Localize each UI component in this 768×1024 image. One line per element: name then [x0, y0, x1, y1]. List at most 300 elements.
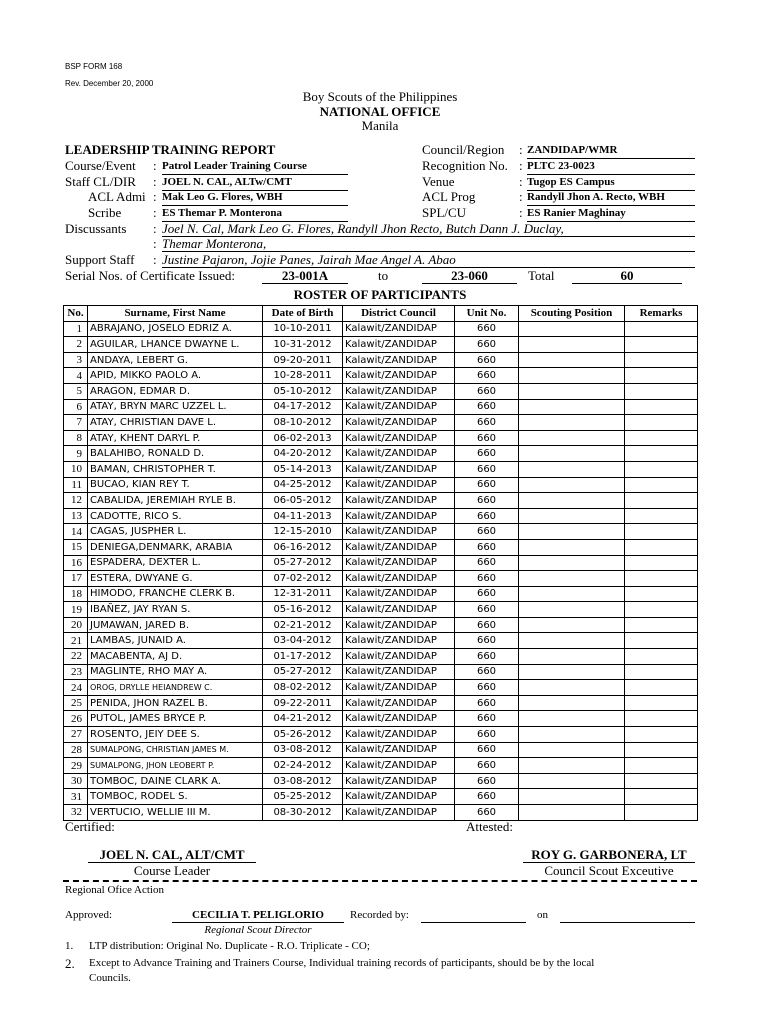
acl-prog-label: ACL Prog [422, 189, 476, 204]
scouting-position [519, 711, 625, 727]
district-council: Kalawit/ZANDIDAP [343, 805, 455, 821]
staff-value: JOEL N. CAL, ALTw/CMT [162, 176, 348, 191]
table-row [64, 617, 698, 633]
colon: : [519, 174, 523, 189]
scribe-value: ES Themar P. Monterona [162, 207, 348, 222]
total-value: 60 [572, 268, 682, 284]
participant-name: BUCAO, KIAN REY T. [88, 477, 263, 493]
date-of-birth: 04-20-2012 [263, 446, 343, 462]
district-council: Kalawit/ZANDIDAP [343, 789, 455, 805]
participant-name: LAMBAS, JUNAID A. [88, 633, 263, 649]
note-1-text: LTP distribution: Original No. Duplicate - R.O. Triplicate - CO; [89, 940, 370, 952]
district-council: Kalawit/ZANDIDAP [343, 539, 455, 555]
row-number: 3 [64, 352, 88, 368]
row-number: 31 [64, 789, 88, 805]
district-council: Kalawit/ZANDIDAP [343, 446, 455, 462]
participant-name: APID, MIKKO PAOLO A. [88, 368, 263, 384]
date-of-birth: 05-14-2013 [263, 461, 343, 477]
row-number: 21 [64, 633, 88, 649]
recorded-label: Recorded by: [350, 909, 409, 921]
participant-name: ATAY, BRYN MARC UZZEL L. [88, 399, 263, 415]
scouting-position [519, 758, 625, 774]
district-council: Kalawit/ZANDIDAP [343, 633, 455, 649]
total-label: Total [528, 268, 555, 283]
participant-name: TOMBOC, RODEL S. [88, 789, 263, 805]
remarks [625, 727, 698, 743]
scouting-position [519, 446, 625, 462]
remarks [625, 321, 698, 337]
row-number: 9 [64, 446, 88, 462]
scouting-position [519, 555, 625, 571]
row-number: 10 [64, 461, 88, 477]
recorded-date-line [560, 909, 695, 923]
form-revision: Rev. December 20, 2000 [65, 79, 154, 88]
remarks [625, 461, 698, 477]
scouting-position [519, 539, 625, 555]
district-council: Kalawit/ZANDIDAP [343, 321, 455, 337]
on-label: on [537, 909, 548, 921]
unit-number: 660 [455, 368, 519, 384]
remarks [625, 758, 698, 774]
remarks [625, 742, 698, 758]
row-number: 8 [64, 430, 88, 446]
scouting-position [519, 586, 625, 602]
date-of-birth: 10-31-2012 [263, 337, 343, 353]
table-row [64, 805, 698, 821]
unit-number: 660 [455, 446, 519, 462]
colon: : [153, 221, 157, 236]
row-number: 1 [64, 321, 88, 337]
table-row [64, 352, 698, 368]
colon: : [153, 236, 157, 251]
row-number: 15 [64, 539, 88, 555]
unit-number: 660 [455, 773, 519, 789]
support-value: Justine Pajaron, Jojie Panes, Jairah Mae Angel A. Abao [162, 252, 695, 268]
scouting-position [519, 383, 625, 399]
col-header-district: District Council [343, 306, 455, 322]
participant-name: ABRAJANO, JOSELO EDRIZ A. [88, 321, 263, 337]
support-label: Support Staff [65, 252, 135, 267]
note-2-text-cont: Councils. [89, 972, 131, 984]
note-1-number: 1. [65, 940, 74, 952]
district-council: Kalawit/ZANDIDAP [343, 664, 455, 680]
colon: : [519, 158, 523, 173]
remarks [625, 524, 698, 540]
date-of-birth: 03-08-2012 [263, 773, 343, 789]
col-header-unit: Unit No. [455, 306, 519, 322]
roster-body [64, 321, 698, 820]
table-row [64, 321, 698, 337]
district-council: Kalawit/ZANDIDAP [343, 727, 455, 743]
note-2-text: Except to Advance Training and Trainers Course, Individual training records of participants, should be by the local [89, 957, 595, 969]
date-of-birth: 10-28-2011 [263, 368, 343, 384]
scouting-position [519, 789, 625, 805]
district-council: Kalawit/ZANDIDAP [343, 415, 455, 431]
date-of-birth: 02-24-2012 [263, 758, 343, 774]
district-council: Kalawit/ZANDIDAP [343, 477, 455, 493]
acl-admin-label: ACL Admi [88, 189, 146, 204]
scouting-position [519, 415, 625, 431]
scouting-position [519, 571, 625, 587]
scouting-position [519, 773, 625, 789]
scouting-position [519, 368, 625, 384]
participant-name: OROG, DRYLLE HEIANDREW C. [88, 680, 263, 696]
participant-name: TOMBOC, DAINE CLARK A. [88, 773, 263, 789]
remarks [625, 430, 698, 446]
row-number: 32 [64, 805, 88, 821]
scouting-position [519, 617, 625, 633]
date-of-birth: 04-11-2013 [263, 508, 343, 524]
date-of-birth: 09-22-2011 [263, 695, 343, 711]
row-number: 23 [64, 664, 88, 680]
remarks [625, 773, 698, 789]
org-name: Boy Scouts of the Philippines [302, 89, 458, 104]
scouting-position [519, 649, 625, 665]
table-row [64, 571, 698, 587]
staff-label: Staff CL/DIR [65, 174, 136, 189]
remarks [625, 383, 698, 399]
district-council: Kalawit/ZANDIDAP [343, 368, 455, 384]
serial-to-label: to [378, 268, 389, 283]
scouting-position [519, 337, 625, 353]
participant-name: VERTUCIO, WELLIE III M. [88, 805, 263, 821]
unit-number: 660 [455, 586, 519, 602]
council-label: Council/Region [422, 142, 505, 157]
district-council: Kalawit/ZANDIDAP [343, 617, 455, 633]
venue-value: Tugop ES Campus [527, 176, 695, 191]
unit-number: 660 [455, 352, 519, 368]
scouting-position [519, 695, 625, 711]
date-of-birth: 01-17-2012 [263, 649, 343, 665]
unit-number: 660 [455, 477, 519, 493]
roster-header-row [64, 306, 698, 322]
table-row [64, 586, 698, 602]
scouting-position [519, 727, 625, 743]
scouting-position [519, 321, 625, 337]
director-title: Regional Scout Director [204, 924, 312, 936]
date-of-birth: 12-15-2010 [263, 524, 343, 540]
district-council: Kalawit/ZANDIDAP [343, 758, 455, 774]
note-2-number: 2. [65, 956, 75, 971]
row-number: 2 [64, 337, 88, 353]
table-row [64, 430, 698, 446]
remarks [625, 555, 698, 571]
unit-number: 660 [455, 508, 519, 524]
participant-name: DENIEGA,DENMARK, ARABIA [88, 539, 263, 555]
remarks [625, 789, 698, 805]
date-of-birth: 05-25-2012 [263, 789, 343, 805]
remarks [625, 664, 698, 680]
unit-number: 660 [455, 383, 519, 399]
course-leader-title: Course Leader [133, 863, 211, 878]
district-council: Kalawit/ZANDIDAP [343, 399, 455, 415]
remarks [625, 805, 698, 821]
colon: : [519, 142, 523, 157]
scouting-position [519, 461, 625, 477]
col-header-position: Scouting Position [519, 306, 625, 322]
remarks [625, 617, 698, 633]
district-council: Kalawit/ZANDIDAP [343, 337, 455, 353]
participant-name: PUTOL, JAMES BRYCE P. [88, 711, 263, 727]
participant-name: ANDAYA, LEBERT G. [88, 352, 263, 368]
date-of-birth: 05-26-2012 [263, 727, 343, 743]
recorded-by-line [421, 909, 526, 923]
district-council: Kalawit/ZANDIDAP [343, 524, 455, 540]
remarks [625, 602, 698, 618]
date-of-birth: 03-04-2012 [263, 633, 343, 649]
remarks [625, 352, 698, 368]
serial-to: 23-060 [422, 268, 517, 284]
table-row [64, 555, 698, 571]
unit-number: 660 [455, 399, 519, 415]
unit-number: 660 [455, 493, 519, 509]
scouting-position [519, 680, 625, 696]
scribe-label: Scribe [88, 205, 122, 220]
participant-name: ROSENTO, JEIY DEE S. [88, 727, 263, 743]
district-council: Kalawit/ZANDIDAP [343, 586, 455, 602]
table-row [64, 524, 698, 540]
date-of-birth: 08-30-2012 [263, 805, 343, 821]
participant-name: IBAÑEZ, JAY RYAN S. [88, 602, 263, 618]
unit-number: 660 [455, 571, 519, 587]
participant-name: PENIDA, JHON RAZEL B. [88, 695, 263, 711]
district-council: Kalawit/ZANDIDAP [343, 430, 455, 446]
table-row [64, 742, 698, 758]
row-number: 20 [64, 617, 88, 633]
remarks [625, 711, 698, 727]
serial-label: Serial Nos. of Certificate Issued: [65, 268, 236, 283]
table-row [64, 368, 698, 384]
table-row [64, 680, 698, 696]
remarks [625, 508, 698, 524]
scouting-position [519, 477, 625, 493]
participant-name: ESPADERA, DEXTER L. [88, 555, 263, 571]
district-council: Kalawit/ZANDIDAP [343, 695, 455, 711]
colon: : [153, 205, 157, 220]
course-leader-name: JOEL N. CAL, ALT/CMT [88, 847, 256, 863]
scouting-position [519, 524, 625, 540]
unit-number: 660 [455, 742, 519, 758]
district-council: Kalawit/ZANDIDAP [343, 352, 455, 368]
table-row [64, 649, 698, 665]
remarks [625, 415, 698, 431]
district-council: Kalawit/ZANDIDAP [343, 383, 455, 399]
colon: : [519, 189, 523, 204]
table-row [64, 461, 698, 477]
unit-number: 660 [455, 539, 519, 555]
date-of-birth: 08-02-2012 [263, 680, 343, 696]
date-of-birth: 04-17-2012 [263, 399, 343, 415]
date-of-birth: 03-08-2012 [263, 742, 343, 758]
recognition-label: Recognition No. [422, 158, 508, 173]
regional-heading: Regional Ofice Action [65, 884, 164, 896]
date-of-birth: 09-20-2011 [263, 352, 343, 368]
row-number: 17 [64, 571, 88, 587]
council-value: ZANDIDAP/WMR [527, 144, 695, 159]
table-row [64, 477, 698, 493]
row-number: 11 [64, 477, 88, 493]
date-of-birth: 05-16-2012 [263, 602, 343, 618]
report-title: LEADERSHIP TRAINING REPORT [65, 142, 276, 157]
remarks [625, 539, 698, 555]
form-number: BSP FORM 168 [65, 62, 123, 71]
district-council: Kalawit/ZANDIDAP [343, 649, 455, 665]
spl-value: ES Ranier Maghinay [527, 207, 695, 222]
serial-from: 23-001A [262, 268, 348, 284]
scouting-position [519, 508, 625, 524]
row-number: 28 [64, 742, 88, 758]
date-of-birth: 07-02-2012 [263, 571, 343, 587]
row-number: 25 [64, 695, 88, 711]
participant-name: SUMALPONG, JHON LEOBERT P. [88, 758, 263, 774]
unit-number: 660 [455, 461, 519, 477]
roster-table [63, 305, 698, 821]
row-number: 6 [64, 399, 88, 415]
row-number: 24 [64, 680, 88, 696]
participant-name: BAMAN, CHRISTOPHER T. [88, 461, 263, 477]
participant-name: CAGAS, JUSPHER L. [88, 524, 263, 540]
course-label: Course/Event [65, 158, 136, 173]
scouting-position [519, 352, 625, 368]
unit-number: 660 [455, 727, 519, 743]
unit-number: 660 [455, 649, 519, 665]
unit-number: 660 [455, 524, 519, 540]
dashed-divider [63, 880, 697, 882]
row-number: 7 [64, 415, 88, 431]
table-row [64, 493, 698, 509]
unit-number: 660 [455, 805, 519, 821]
unit-number: 660 [455, 555, 519, 571]
table-row [64, 539, 698, 555]
row-number: 26 [64, 711, 88, 727]
scouting-position [519, 742, 625, 758]
district-council: Kalawit/ZANDIDAP [343, 602, 455, 618]
district-council: Kalawit/ZANDIDAP [343, 773, 455, 789]
table-row [64, 415, 698, 431]
date-of-birth: 12-31-2011 [263, 586, 343, 602]
district-council: Kalawit/ZANDIDAP [343, 571, 455, 587]
office-city: Manila [361, 118, 399, 133]
table-row [64, 602, 698, 618]
unit-number: 660 [455, 602, 519, 618]
director-name: CECILIA T. PELIGLORIO [172, 909, 344, 923]
row-number: 22 [64, 649, 88, 665]
office-name: NATIONAL OFFICE [319, 104, 441, 119]
remarks [625, 493, 698, 509]
unit-number: 660 [455, 430, 519, 446]
table-row [64, 695, 698, 711]
date-of-birth: 08-10-2012 [263, 415, 343, 431]
row-number: 16 [64, 555, 88, 571]
district-council: Kalawit/ZANDIDAP [343, 680, 455, 696]
col-header-dob: Date of Birth [263, 306, 343, 322]
col-header-no: No. [64, 306, 88, 322]
scouting-position [519, 399, 625, 415]
unit-number: 660 [455, 789, 519, 805]
row-number: 30 [64, 773, 88, 789]
row-number: 14 [64, 524, 88, 540]
scouting-position [519, 493, 625, 509]
row-number: 27 [64, 727, 88, 743]
acl-prog-value: Randyll Jhon A. Recto, WBH [527, 191, 695, 206]
course-value: Patrol Leader Training Course [162, 160, 348, 175]
unit-number: 660 [455, 321, 519, 337]
scouting-position [519, 633, 625, 649]
table-row [64, 508, 698, 524]
district-council: Kalawit/ZANDIDAP [343, 461, 455, 477]
row-number: 5 [64, 383, 88, 399]
unit-number: 660 [455, 758, 519, 774]
district-council: Kalawit/ZANDIDAP [343, 493, 455, 509]
date-of-birth: 06-02-2013 [263, 430, 343, 446]
unit-number: 660 [455, 617, 519, 633]
participant-name: ATAY, CHRISTIAN DAVE L. [88, 415, 263, 431]
participant-name: ATAY, KHENT DARYL P. [88, 430, 263, 446]
participant-name: CABALIDA, JEREMIAH RYLE B. [88, 493, 263, 509]
colon: : [519, 205, 523, 220]
colon: : [153, 158, 157, 173]
participant-name: BALAHIBO, RONALD D. [88, 446, 263, 462]
date-of-birth: 04-25-2012 [263, 477, 343, 493]
date-of-birth: 06-05-2012 [263, 493, 343, 509]
unit-number: 660 [455, 680, 519, 696]
date-of-birth: 05-27-2012 [263, 555, 343, 571]
row-number: 13 [64, 508, 88, 524]
district-council: Kalawit/ZANDIDAP [343, 555, 455, 571]
participant-name: ESTERA, DWYANE G. [88, 571, 263, 587]
row-number: 18 [64, 586, 88, 602]
approved-label: Approved: [65, 909, 113, 921]
date-of-birth: 05-27-2012 [263, 664, 343, 680]
attested-label: Attested: [466, 819, 513, 834]
unit-number: 660 [455, 664, 519, 680]
unit-number: 660 [455, 633, 519, 649]
col-header-name: Surname, First Name [88, 306, 263, 322]
scouting-position [519, 602, 625, 618]
participant-name: MACABENTA, AJ D. [88, 649, 263, 665]
discussants-line-1: Joel N. Cal, Mark Leo G. Flores, Randyll Jhon Recto, Butch Dann J. Duclay, [162, 221, 695, 237]
discussants-line-2: Themar Monterona, [162, 236, 695, 252]
executive-title: Council Scout Exceutive [544, 863, 674, 878]
remarks [625, 649, 698, 665]
unit-number: 660 [455, 337, 519, 353]
recognition-value: PLTC 23-0023 [527, 160, 695, 175]
acl-admin-value: Mak Leo G. Flores, WBH [162, 191, 348, 206]
unit-number: 660 [455, 695, 519, 711]
participant-name: CADOTTE, RICO S. [88, 508, 263, 524]
participant-name: ARAGON, EDMAR D. [88, 383, 263, 399]
table-row [64, 337, 698, 353]
remarks [625, 446, 698, 462]
scouting-position [519, 664, 625, 680]
participant-name: AGUILAR, LHANCE DWAYNE L. [88, 337, 263, 353]
colon: : [153, 252, 157, 267]
table-row [64, 383, 698, 399]
table-row [64, 446, 698, 462]
district-council: Kalawit/ZANDIDAP [343, 742, 455, 758]
certified-label: Certified: [65, 819, 115, 834]
unit-number: 660 [455, 711, 519, 727]
district-council: Kalawit/ZANDIDAP [343, 508, 455, 524]
participant-name: HIMODO, FRANCHE CLERK B. [88, 586, 263, 602]
unit-number: 660 [455, 415, 519, 431]
remarks [625, 695, 698, 711]
participant-name: SUMALPONG, CHRISTIAN JAMES M. [88, 742, 263, 758]
row-number: 12 [64, 493, 88, 509]
date-of-birth: 04-21-2012 [263, 711, 343, 727]
table-row [64, 711, 698, 727]
table-row [64, 664, 698, 680]
